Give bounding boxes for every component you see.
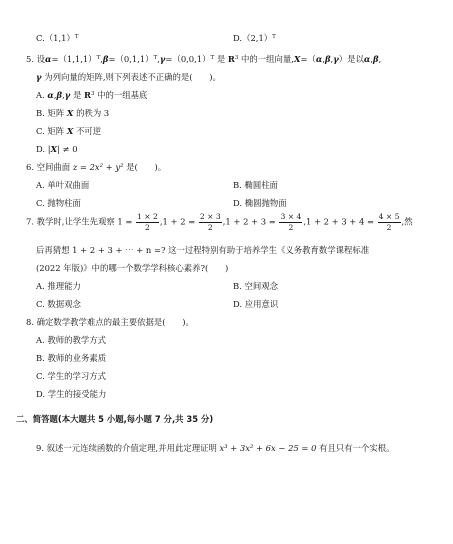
- q7-option-c: C. 数据观念: [36, 299, 81, 309]
- q7-option-a: A. 推理能力: [36, 281, 81, 291]
- q7-option-d: D. 应用意识: [233, 299, 279, 309]
- q7-stem-line2: 后再猜想 1 + 2 + 3 + ⋯ + n =? 这一过程特别有助于培养学生《义务教育数学课程标准: [36, 245, 370, 255]
- q6-option-d: D. 椭圆抛物面: [233, 198, 287, 208]
- q7-fraction-3: $\frac{3 \times 4}{2}$: [280, 212, 302, 232]
- q7-fraction-2: $\frac{2 \times 3}{2}$: [199, 212, 221, 232]
- q8-option-c: C. 学生的学习方式: [36, 371, 107, 381]
- q5-stem-line2: γ 为列向量的矩阵,则下列表述不正确的是( )。: [36, 72, 221, 82]
- q8-option-a: A. 教师的教学方式: [36, 335, 106, 345]
- q9-stem: 9. 叙述一元连续函数的介值定理,并用此定理证明 x³ + 3x² + 6x − 25 = 0 有且只有一个实根。: [36, 443, 395, 453]
- q7-fraction-1: $\frac{1 \times 2}{2}$: [137, 212, 158, 232]
- q6-stem: 6. 空间曲面 z = 2x² + y² 是( )。: [26, 162, 167, 172]
- q8-option-b: B. 教师的业务素质: [36, 353, 107, 363]
- section-heading-short-answer: 二、简答题(本大题共 5 小题,每小题 7 分,共 35 分): [16, 414, 214, 424]
- q8-option-d: D. 学生的接受能力: [36, 389, 107, 399]
- q5-option-c: C. 矩阵 X 不可逆: [36, 126, 102, 136]
- q5-option-a: A. α,β,γ 是 $R^3$ 中的一组基底: [36, 90, 148, 100]
- q5-option-b: B. 矩阵 X 的秩为 3: [36, 108, 110, 118]
- q7-stem-line3: (2022 年版)》中的哪一个数学学科核心素养?( ): [36, 263, 229, 273]
- q6-option-b: B. 椭圆柱面: [233, 180, 278, 190]
- q4-option-c: $C.(1,1)^T$: [36, 33, 79, 43]
- q7-option-b: B. 空间观念: [233, 281, 278, 291]
- q7-stem-line1: 7. 教学时,让学生先观察 1 = $\frac{1 \times 2}{2}$ ,1 + 2 = $\frac{2 \times 3}{2}$ ,1 + 2 + 3 = $\frac{3 \times 4}{2}$ ,1 + 2 + 3 + 4 = $\frac{4 \times 5}{2}$ ,然: [26, 212, 413, 232]
- q6-option-c: C. 抛物柱面: [36, 198, 81, 208]
- q8-stem: 8. 确定数学教学难点的最主要依据是( )。: [26, 317, 194, 327]
- q5-stem-line1: 5. 设$\alpha=(1,1,1)^T,\beta=(0,1,1)^T,\gamma=(0,0,1)^T$ 是 $R^3$ 中的一组向量,X=（α,β,γ）是以α,β,: [26, 54, 382, 64]
- q7-fraction-4: $\frac{4 \times 5}{2}$: [378, 212, 400, 232]
- q6-option-a: A. 单叶双曲面: [36, 180, 90, 190]
- q5-option-d: D. |X| ≠ 0: [36, 144, 78, 154]
- q4-option-d: $D.(2,1)^T$: [233, 33, 276, 43]
